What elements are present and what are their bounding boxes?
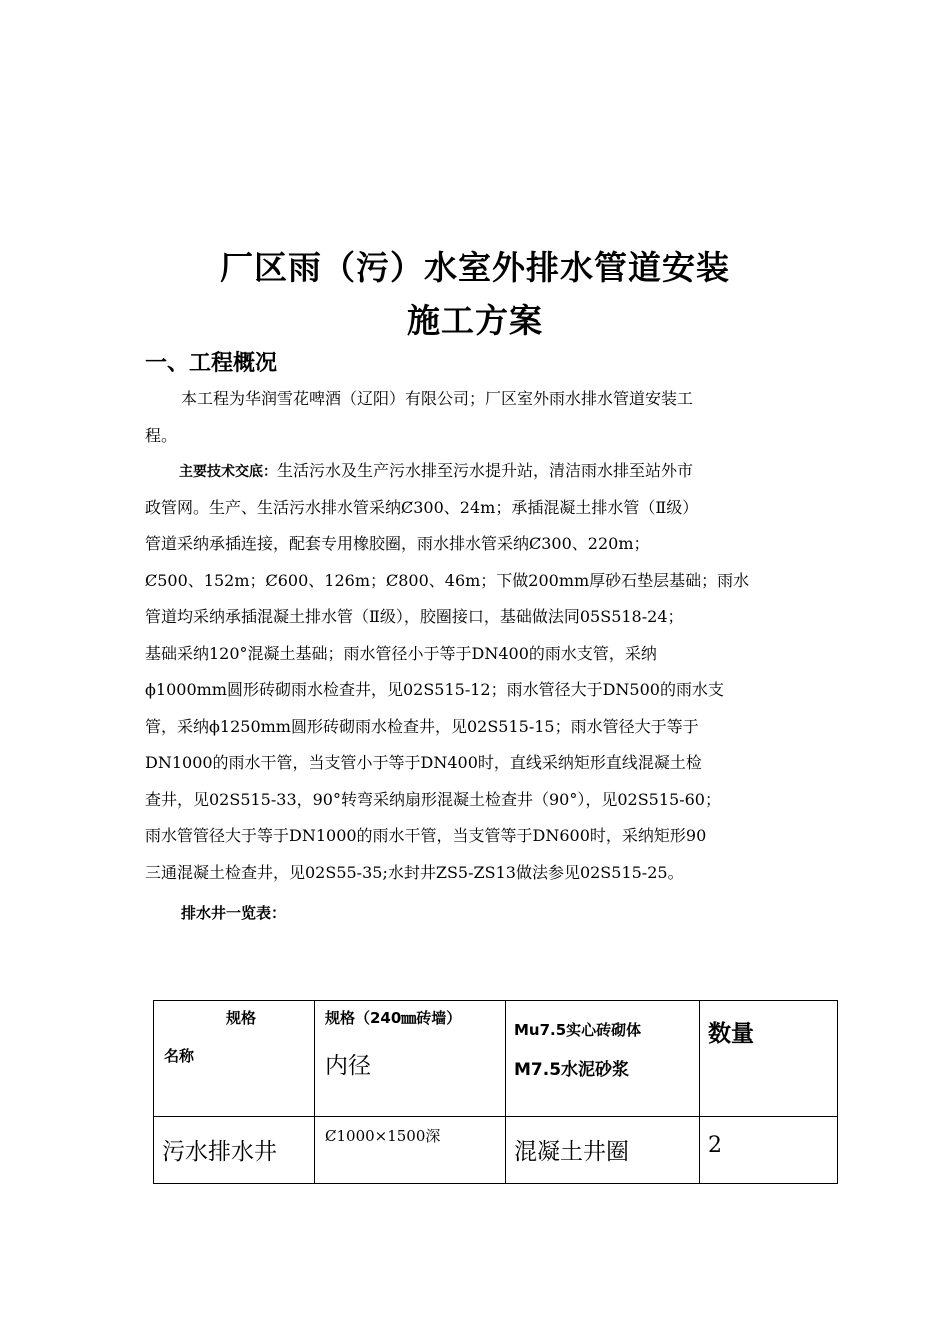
tech-line: 三通混凝土检查井，见02S55-35;水封井ZS5-ZS13做法参见02S515-25。 (145, 862, 684, 882)
tech-line: 管道均采纳承插混凝土排水管（Ⅱ级），胶圈接口，基础做法同05S518-24； (145, 607, 684, 626)
tech-line: ϕ1000mm圆形砖砌雨水检查井，见02S515-12；雨水管径大于DN500的雨水支 (145, 680, 724, 699)
tech-line: 基础采纳120°混凝土基础；雨水管径小于等于DN400的雨水支管，采纳 (145, 643, 657, 663)
well-material: 混凝土井圈 (514, 1139, 629, 1165)
header-name-label: 名称 (164, 1047, 195, 1065)
tech-paragraph (145, 453, 807, 891)
tech-line: Ȼ500、152m；Ȼ600、126m；Ȼ800、46m；下做200mm厚砂石垫层基础；雨水 (145, 570, 750, 590)
tech-line: 管，采纳ϕ1250mm圆形砖砌雨水检查井，见02S515-15；雨水管径大于等于 (145, 716, 699, 736)
header-material-line2: M7.5水泥砂浆 (514, 1060, 630, 1080)
well-qty: 2 (708, 1133, 722, 1158)
header-material-line1: Mu7.5实心砖砌体 (514, 1021, 642, 1039)
header-qty: 数量 (708, 1021, 754, 1047)
header-cell-size (315, 1001, 506, 1117)
intro-line: 本工程为华润雪花啤酒（辽阳）有限公司；厂区室外雨水排水管道安装工 (181, 389, 694, 408)
cell-well-qty (700, 1117, 838, 1184)
tech-line: DN1000的雨水干管，当支管小于等于DN400时，直线采纳矩形直线混凝土检 (145, 753, 702, 772)
doc-title-line1: 厂区雨（污）水室外排水管道安装 (220, 248, 730, 287)
doc-title-line2: 施工方案 (407, 301, 543, 340)
header-spec-label: 规格 (226, 1009, 257, 1027)
tech-line: 雨水管管径大于等于DN1000的雨水干管，当支管等于DN600时，采纳矩形90 (145, 826, 707, 845)
tech-label: 主要技术交底： (179, 464, 277, 480)
drain-well-table (153, 1000, 838, 1184)
intro-line: 程。 (145, 425, 178, 445)
cell-well-size (315, 1117, 506, 1184)
table-row (154, 1117, 838, 1184)
tech-line: 政管网。生产、生活污水排水管采纳Ȼ300、24m；承插混凝土排水管（Ⅱ级） (145, 497, 699, 517)
well-size: Ȼ1000×1500深 (325, 1127, 441, 1145)
list-title: 排水井一览表： (181, 904, 287, 922)
header-spec-wall-label: 规格（240㎜砖墙） (325, 1009, 462, 1027)
intro-paragraph (145, 381, 807, 454)
header-cell-material (506, 1001, 700, 1117)
header-cell-name (154, 1001, 315, 1117)
well-name: 污水排水井 (162, 1139, 277, 1165)
header-cell-qty (700, 1001, 838, 1117)
table-header-row (154, 1001, 838, 1117)
cell-well-name (154, 1117, 315, 1184)
tech-line: 主要技术交底：生活污水及生产污水排至污水提升站，清洁雨水排至站外市 (179, 461, 694, 480)
tech-line: 管道采纳承插连接，配套专用橡胶圈，雨水排水管采纳Ȼ300、220m； (145, 534, 650, 553)
header-inner-diameter: 内径 (325, 1053, 371, 1079)
cell-well-material (506, 1117, 700, 1184)
section-heading: 一、工程概况 (145, 351, 278, 376)
tech-line: 查井，见02S515-33，90°转弯采纳扇形混凝土检查井（90°），见02S515-60； (145, 789, 721, 809)
